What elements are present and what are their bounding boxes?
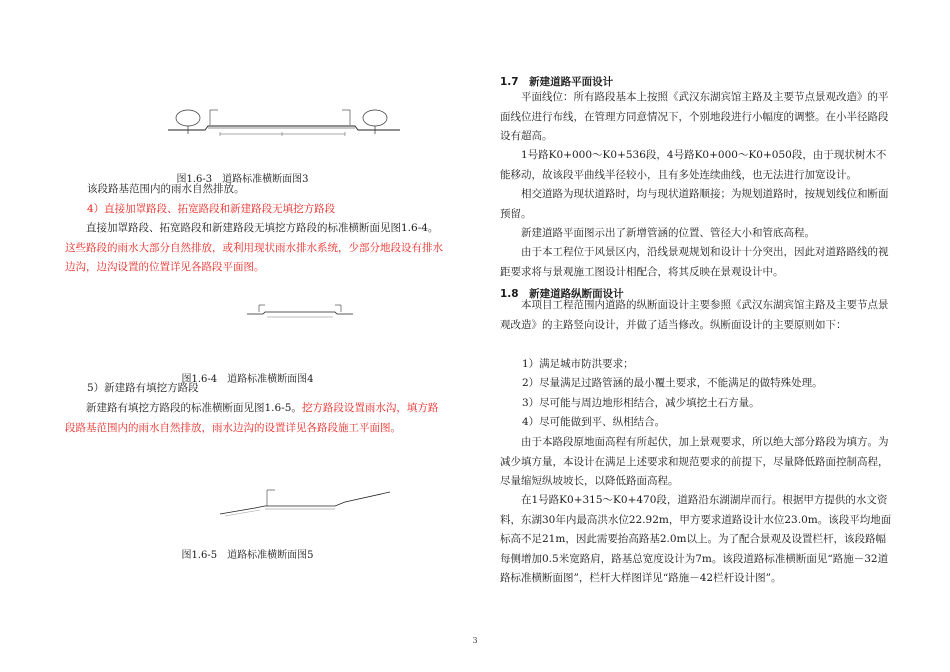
paragraph: 新建路有填挖方路段的标准横断面见图1.6-5。挖方路段设置雨水沟，填方路段路基范围内的雨水自然排放，雨水边沟的设置详见各路段施工平面图。 xyxy=(65,402,439,434)
paragraph: 平面线位：所有路段基本上按照《武汉东湖宾馆主路及主要节点景观改造》的平面线位进行布线，在管理方同意情况下，个别地段进行小幅度的调整。在小半径路段设有超高。 xyxy=(500,91,889,142)
list-item: 2）尽量满足过路管涵的最小覆土要求，不能满足的做特殊处理。 xyxy=(522,377,823,389)
paragraph: 由于本路段原地面高程有所起伏，加上景观要求，所以绝大部分路段为填方。为减少填方量，本设计在满足上述要求和规范要求的前提下，尽量降低路面控制高程，尽量缩短纵坡坡长，以降低路面高程。 xyxy=(500,436,889,487)
section-1-8-heading: 1.8 新建道路纵断面设计 xyxy=(500,288,624,300)
figure-caption-1-6-5: 图1.6-5 道路标准横断面图5 xyxy=(181,550,314,561)
list-item: 3）尽可能与周边地形相结合，减少填挖土石方量。 xyxy=(522,397,760,409)
item-5-heading: 5）新建路有填挖方路段 xyxy=(87,382,199,394)
paragraph: 1号路K0+000～K0+536段，4号路K0+000～K0+050段，由于现状树木不能移动，故该段平曲线半径较小，且有多处连续曲线，也无法进行加宽设计。 xyxy=(500,149,887,181)
cross-section-figure-4 xyxy=(245,302,355,320)
paragraph: 相交道路为现状道路时，均与现状道路顺接；为规划道路时，按规划线位和断面预留。 xyxy=(500,188,889,220)
section-1-7-heading: 1.7 新建道路平面设计 xyxy=(500,76,614,88)
paragraph: 直接加罩路段、拓宽路段和新建路段无填挖方路段的标准横断面见图1.6-4。这些路段的雨水大部分自然排放，或利用现状雨水排水系统，少部分地段设有排水边沟，边沟设置的位置详见各路段平面图。 xyxy=(65,222,443,273)
paragraph: 在1号路K0+315～K0+470段，道路沿东湖湖岸而行。根据甲方提供的水文资料，东湖30年内最高洪水位22.92m，甲方要求道路设计水位23.0m。该段平均地面标高不足21m，因此需要抬高路基2.0m以上。为了配合景观及设置栏杆，该段路幅每侧增加0.5米宽路肩，路基总宽度设计为7m。该段道路标准横断面见“路施－32道路标准横断面图”，栏杆大样图详见“路施－42栏杆设计图”。 xyxy=(500,494,892,584)
cross-section-figure-5 xyxy=(215,484,395,524)
paragraph: 该段路基范围内的雨水自然排放。 xyxy=(87,183,245,195)
paragraph: 新建道路平面图示出了新增管涵的位置、管径大小和管底高程。 xyxy=(521,227,815,239)
paragraph: 本项目工程范围内道路的纵断面设计主要参照《武汉东湖宾馆主路及主要节点景观改造》的主路竖向设计，并做了适当修改。纵断面设计的主要原则如下： xyxy=(500,299,889,331)
cross-section-figure-3 xyxy=(160,100,410,150)
paragraph: 由于本工程位于风景区内，沿线景观规划和设计十分突出，因此对道路路线的视距要求将与景观施工图设计相配合，将其反映在景观设计中。 xyxy=(500,246,889,278)
page-number: 3 xyxy=(472,636,478,645)
figure-caption-1-6-4: 图1.6-4 道路标准横断面图4 xyxy=(181,374,314,385)
item-4-heading: 4）直接加罩路段、拓宽路段和新建路段无填挖方路段 xyxy=(87,203,336,215)
list-item: 4）尽可能做到平、纵相结合。 xyxy=(522,416,666,428)
list-item: 1）满足城市防洪要求； xyxy=(522,358,634,370)
figure-caption-1-6-3: 图1.6-3 道路标准横断面图3 xyxy=(176,174,309,185)
